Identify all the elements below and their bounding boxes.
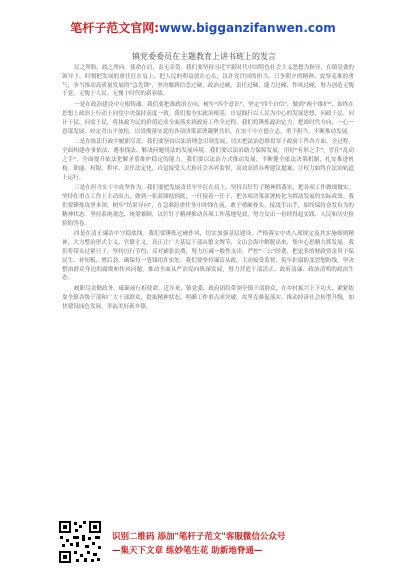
paragraph: 履职尽责勤政务，砥砺前行担使命。近年来，镇党委、政府团结带领全镇干部群众，在乡村振兴上下功夫，紧紧依靠全镇各级干部和广大干部群众，提振精神状态，明确工作重点求突破，攻坚克难促落实，推动经济社会转型升级，加快建设绿色发展、幸福美好新乡镇。 <box>62 286 354 310</box>
footer <box>58 520 358 564</box>
paragraph: 四是在清正廉洁中守稳底线。我们要锤炼过硬作风，切实加强基层建设，严格落实中央八项规定及其实施细则精神，大力整治形式主义、官僚主义，真正让广大基层干部从繁文缛节、文山会海中解脱出来，集中心思精力抓发展。我们将带头过紧日子，坚持厉行节约、反对铺张浪费，努力压减一般性支出。严控"三公"经费，把更多的财政资金用于保民生、补短板、增后劲。确保每一笔钱用在实处。我们要坚持廉洁从政，主动接受监督，筑牢拒腐防变思想防线，坚决整治群众身边的腐败和作风问题，推动全面从严治党向纵深发展，努力营造干部清正、政府清廉、政治清明的政治生态。 <box>62 231 354 282</box>
site-name: 笔杆子范文官网: <box>70 21 160 35</box>
site-url[interactable]: www.bigganzifanwen.com <box>159 21 336 35</box>
qr-code-icon[interactable] <box>58 520 102 564</box>
paragraph: 二是在依法行政中履职尽责。我们要坚持以法治理念引领发展，切实把法治思维贯穿于政府工作各方面、全过程，全面构建办事依法、遇事找法、解决问题用法的发展环境。我们要以法治助力保障发展，用好"有形之手"，管住"乱动之手"，全面提升依法化解矛盾维护稳定的能力。我们要以法治方式推动发展，不断健全依法决策机制，扎实推进机构、职能、权限、程序、责任法定化，自觉接受人大和社会各界监督，高效高质办理建议提案，让权力始终在法治轨道上运行。 <box>62 139 354 181</box>
document-title: 镇党委委员在主题教育上讲书班上的发言 <box>132 52 276 61</box>
paragraph: 民之所盼，政之所向。使命在肩，责无旁贷。我们要坚持习近平新时代中国特色社会主义思想为指导，在镇党委的领导下，时刻把发展的重任扛在肩上，把人民的利益放在心头，以许党许国的担当、只争朝夕的精神、攻坚克难的勇气，争当推动高质量发展的"急先锋"，坚决做到信念过硬、政治过硬、责任过硬、能力过硬、作风过硬，努力创造无愧于党、无愧于人民、无愧于时代的新业绩。 <box>62 65 354 98</box>
footer-slogan: —集天下文章 练妙笔生花 助新地脊通— <box>112 546 263 556</box>
paragraph: 三是在担当实干中攻坚作为。我们要把发展责任牢牢扛在肩上，坚持以钉钉子精神抓落实，把各项工作做细做实。坚持在重点工作上主动出击，做到一张蓝图绘到底，一任接着一任干，把各项决策部署转化为推动发展的实际成效。我们要锤炼攻坚本领，树牢"结果导向"，在急难险重任务中冲锋在前，敢于啃硬骨头、接烫手山芋，始终保持奋发有为的精神状态。坚持系统观念，统筹兼顾，以钉钉子精神推动各项工作落地见效，努力交出一份经得起实践、人民和历史检验的答卷。 <box>62 185 354 227</box>
document-body <box>62 64 354 314</box>
footer-qr-instruction: 识别二维码 添加"笔杆子范文"客服微信公众号 <box>112 532 286 542</box>
site-banner <box>58 20 348 36</box>
paragraph: 一是在政治建设中立根铸魂。我们要把准政治方向，树牢"四个意识"，坚定"四个自信"，做到"两个维护"，始终在思想上政治上行动上同党中央保持高度一致。我们要夯实政治根基，自觉践行以人民为中心的发展思想，问政于民、问计于民、问需于民，将执政为民的价值追求全面落实到政府工作全过程。我们将锤炼政治定力，把准时代方向，一心一意谋发展，咬定青山不放松，以贯彻落实党的各项决策部署凝聚共识，在实干中立德立志，勇于担当，不断推动发展。 <box>62 102 354 135</box>
